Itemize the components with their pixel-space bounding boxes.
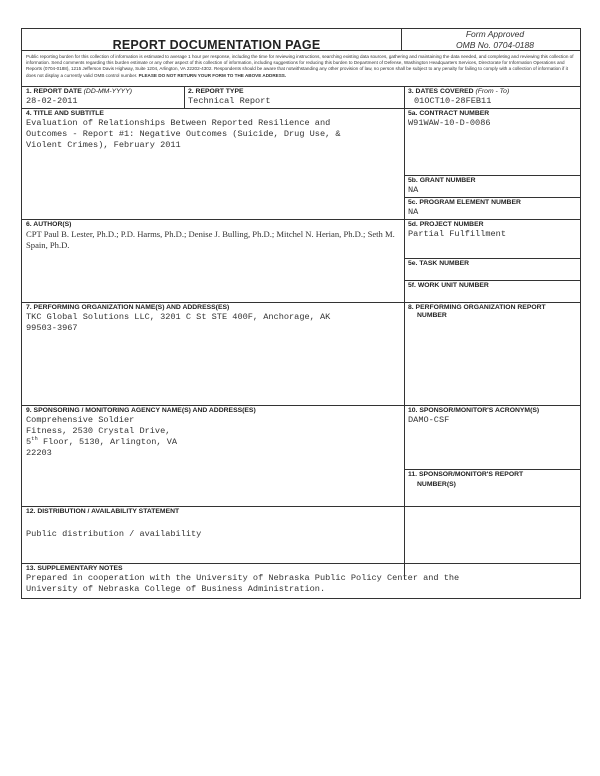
burden-notice-emphasis: PLEASE DO NOT RETURN YOUR FORM TO THE ABOVE ADDRESS. [138, 72, 287, 78]
authors-label: 6. AUTHOR(S) [26, 221, 72, 228]
report-documentation-form [21, 28, 581, 599]
performing-org-line-1[interactable]: TKC Global Solutions LLC, 3201 C St STE 400F, Anchorage, AK [26, 312, 331, 322]
grant-number-label: 5b. GRANT NUMBER [408, 177, 476, 184]
dates-covered-label: 3. DATES COVERED (From - To) [408, 88, 510, 95]
page-title: REPORT DOCUMENTATION PAGE [112, 38, 321, 52]
performing-org-line-2[interactable]: 99503-3967 [26, 323, 78, 333]
omb-number: OMB No. 0704-0188 [456, 40, 534, 50]
title-subtitle-label: 4. TITLE AND SUBTITLE [26, 110, 104, 117]
sponsor-report-label-2: NUMBER(S) [417, 481, 456, 488]
distribution-label: 12. DISTRIBUTION / AVAILABILITY STATEMENT [26, 508, 180, 515]
supplementary-label: 13. SUPPLEMENTARY NOTES [26, 565, 123, 572]
work-unit-label: 5f. WORK UNIT NUMBER [408, 282, 489, 289]
report-type-value[interactable]: Technical Report [188, 96, 271, 106]
program-element-value[interactable]: NA [408, 207, 419, 217]
task-number-label: 5e. TASK NUMBER [408, 260, 470, 267]
contract-number-label: 5a. CONTRACT NUMBER [408, 110, 490, 117]
project-number-label: 5d. PROJECT NUMBER [408, 221, 484, 228]
sponsoring-line-2[interactable]: Fitness, 2530 Crystal Drive, [26, 426, 171, 436]
distribution-value[interactable]: Public distribution / availability [26, 529, 202, 539]
burden-notice-text: Public reporting burden for this collection of information is estimated to average 1 hour per response, including the time for reviewing instructions, searching existing data sources, gathering and maintaining the data needed, and completing and reviewing this collection of information. Send comments regarding this burden estimate or any other aspect of this collection of information, including suggestions for reducing this burden to Department of Defense, Washington Headquarters Services, Directorate for Information Operations and Reports (0704-0188), 1215 Jefferson Davis Highway, Suite 1204, Arlington, VA 22202-4302. Respondents should be aware that notwithstanding any other provision of law, no person shall be subject to any penalty for failing to comply with a collection of information if it does not display a currently valid OMB control number. [26, 54, 574, 78]
burden-notice [26, 54, 578, 79]
sponsor-acronym-label: 10. SPONSOR/MONITOR'S ACRONYM(S) [408, 407, 540, 414]
title-line-3[interactable]: Violent Crimes), February 2011 [26, 140, 181, 150]
authors-value[interactable]: CPT Paul B. Lester, Ph.D.; P.D. Harms, Ph.D.; Denise J. Bulling, Ph.D.; Mitchel N. Herian, Ph.D.; Seth M. Spain, Ph.D. [26, 229, 395, 250]
sponsoring-agency-label: 9. SPONSORING / MONITORING AGENCY NAME(S) AND ADDRESS(ES) [26, 407, 256, 414]
report-date-value[interactable]: 28-02-2011 [26, 96, 78, 106]
report-date-label: 1. REPORT DATE (DD-MM-YYYY) [26, 88, 132, 95]
supplementary-line-1[interactable]: Prepared in cooperation with the University of Nebraska Public Policy Center and the [26, 573, 460, 583]
sponsor-report-label: 11. SPONSOR/MONITOR'S REPORT [408, 471, 524, 478]
performing-report-label: 8. PERFORMING ORGANIZATION REPORT [408, 304, 546, 311]
sponsor-acronym-value[interactable]: DAMO-CSF [408, 415, 450, 425]
form-approved: Form Approved [465, 29, 525, 39]
grant-number-value[interactable]: NA [408, 185, 419, 195]
performing-org-label: 7. PERFORMING ORGANIZATION NAME(S) AND ADDRESS(ES) [26, 304, 230, 311]
title-line-2[interactable]: Outcomes - Report #1: Negative Outcomes (Suicide, Drug Use, & [26, 129, 341, 139]
supplementary-line-2[interactable]: University of Nebraska College of Business Administration. [26, 584, 326, 594]
sponsoring-line-4[interactable]: 22203 [26, 448, 52, 458]
sponsoring-line-3[interactable]: 5th Floor, 5130, Arlington, VA [26, 435, 178, 447]
title-line-1[interactable]: Evaluation of Relationships Between Reported Resilience and [26, 118, 331, 128]
report-type-label: 2. REPORT TYPE [188, 88, 244, 95]
performing-report-label-2: NUMBER [417, 312, 447, 319]
contract-number-value[interactable]: W91WAW-10-D-0086 [408, 118, 491, 128]
project-number-value[interactable]: Partial Fulfillment [408, 229, 506, 239]
program-element-label: 5c. PROGRAM ELEMENT NUMBER [408, 199, 521, 206]
sponsoring-line-1[interactable]: Comprehensive Soldier [26, 415, 135, 425]
dates-covered-value[interactable]: 01OCT10-28FEB11 [414, 96, 492, 106]
